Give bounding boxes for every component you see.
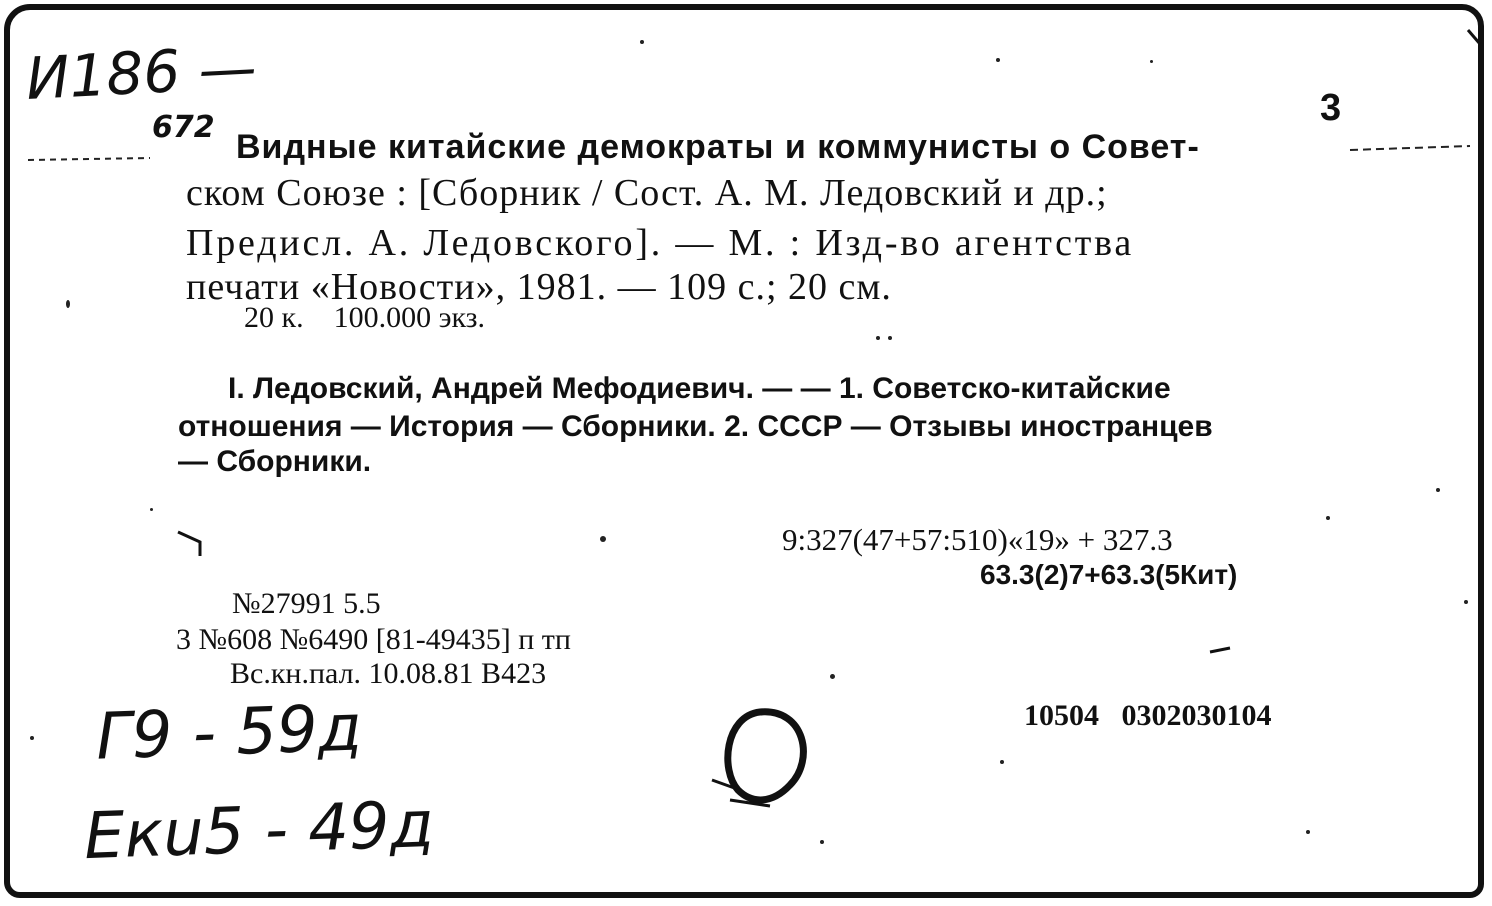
classification-index-2: 63.3(2)7+63.3(5Кит) [980, 559, 1238, 590]
subject-line-1: I. Ледовский, Андрей Мефодиевич. — — 1. Советско-китайские [228, 372, 1171, 405]
subject-line-3: — Сборники. [178, 445, 372, 478]
subject-line-2: отношения — История — Сборники. 2. СССР — Отзывы иностранцев [178, 410, 1213, 443]
entry-line-2: ском Союзе : [Сборник / Сост. А. М. Ледовский и др.; [186, 172, 1108, 214]
entry-line-4: печати «Новости», 1981. — 109 с.; 20 см. [186, 266, 892, 308]
stamp-circle-icon [712, 712, 803, 806]
printing-order-number: №27991 5.5 [232, 587, 381, 620]
entry-line-3: Предисл. А. Ледовского]. — М. : Изд-во агентства [186, 222, 1135, 264]
handwritten-call-number: И186 — [24, 33, 259, 113]
chamber-date: Вс.кн.пал. 10.08.81 В423 [230, 657, 547, 690]
classification-index-1: 9:327(47+57:510)«19» + 327.3 [782, 522, 1173, 557]
bottom-right-codes: 10504 0302030104 [1024, 699, 1272, 732]
printing-codes: 3 №608 №6490 [81-49435] п тп [176, 623, 571, 656]
handwritten-shelf-code-2: Екu5 - 49д [82, 787, 436, 875]
handwritten-call-suffix: 672 [152, 110, 215, 145]
page-number: 3 [1320, 87, 1342, 129]
entry-title-line: Видные китайские демократы и коммунисты о Совет- [236, 128, 1200, 166]
price-and-run: 20 к. 100.000 экз. [244, 301, 485, 334]
margin-mark-icon [178, 532, 200, 556]
handwritten-shelf-code-1: Г9 - 59д [94, 691, 364, 775]
